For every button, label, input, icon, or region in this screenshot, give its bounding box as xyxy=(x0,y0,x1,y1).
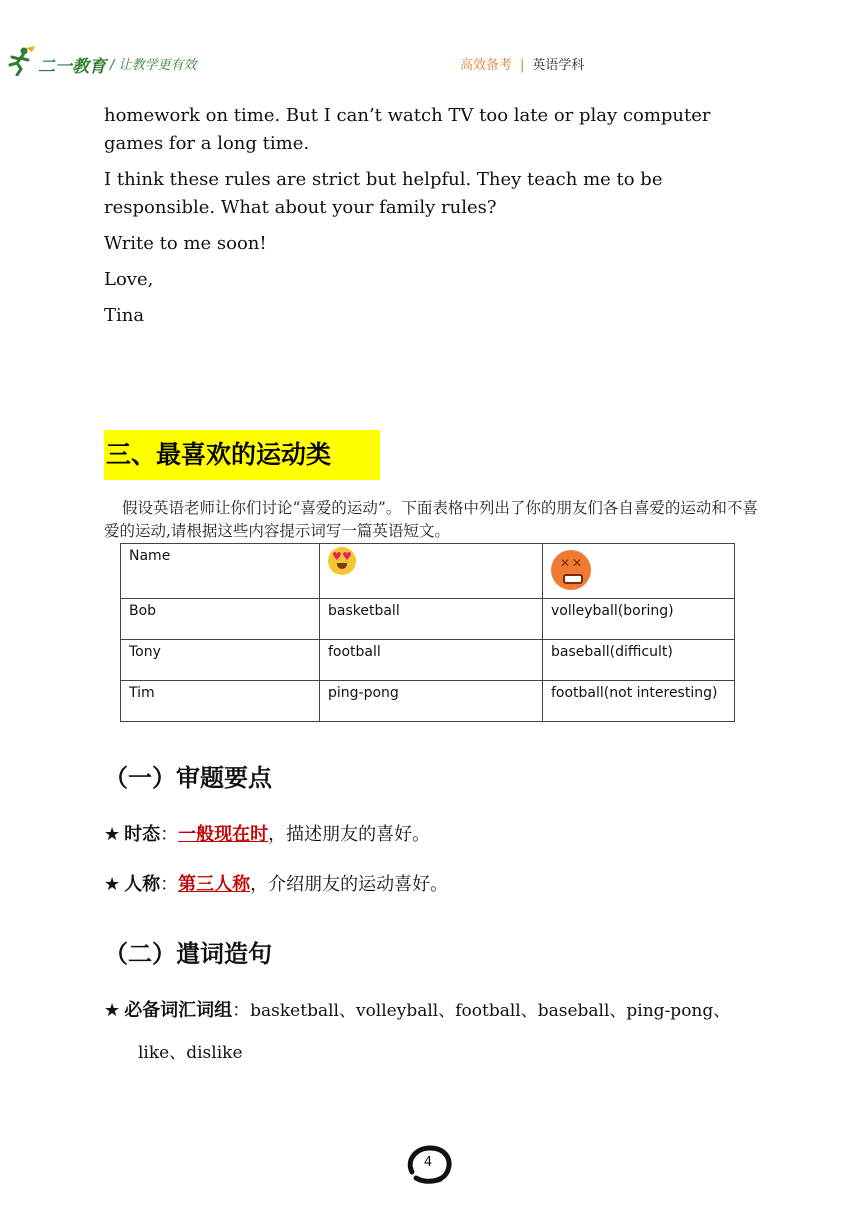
runner-logo-icon xyxy=(4,46,36,76)
letter-paragraph: homework on time. But I can’t watch TV too late or play computer games for a long time. xyxy=(104,105,711,154)
page-number xyxy=(402,1142,454,1188)
letter-signoff: Love, xyxy=(104,269,154,290)
dislike-cell: football(not interesting) xyxy=(543,681,735,722)
header-dislike-cell xyxy=(543,544,735,599)
header-subject xyxy=(460,54,584,73)
header-exam-prep: 高效备考 xyxy=(460,58,513,73)
header-separator: | xyxy=(520,58,525,73)
star-icon: ★ xyxy=(104,824,121,845)
part2-title: （二）遣词造句 xyxy=(104,940,272,968)
person-point xyxy=(104,870,448,896)
letter-text xyxy=(104,102,754,338)
writing-prompt: 假设英语老师让你们讨论“喜爱的运动”。下面表格中列出了你的朋友们各自喜爱的运动和不喜爱的运动,请根据这些内容提示词写一篇英语短文。 xyxy=(104,499,758,540)
like-cell: football xyxy=(320,640,543,681)
like-cell: ping-pong xyxy=(320,681,543,722)
page-header xyxy=(0,40,860,80)
letter-signature: Tina xyxy=(104,305,145,326)
brand-slogan: / 让教学更有效 xyxy=(110,58,197,73)
table-row xyxy=(121,681,735,722)
page-number-text: 4 xyxy=(423,1155,433,1170)
person-label: 人称 xyxy=(124,874,161,895)
colon: ： xyxy=(232,1000,251,1021)
name-cell: Bob xyxy=(121,599,320,640)
letter-closing: Write to me soon! xyxy=(104,233,267,254)
person-description: ，介绍朋友的运动喜好。 xyxy=(250,874,449,895)
brand-name: 二一教育 xyxy=(38,57,106,77)
letter-paragraph: I think these rules are strict but helpful. They teach me to be responsible. What about your family rules? xyxy=(104,169,663,218)
tense-label: 时态 xyxy=(124,824,161,845)
tense-highlight: 一般现在时 xyxy=(178,824,269,845)
vocab-list-line1: basketball、volleyball、football、baseball、ping-pong、 xyxy=(250,1001,731,1021)
dizzy-face-icon: ✕ ✕ xyxy=(551,550,591,590)
star-icon: ★ xyxy=(104,874,121,895)
table-row xyxy=(121,640,735,681)
tense-description: ，描述朋友的喜好。 xyxy=(268,824,431,845)
person-highlight: 第三人称 xyxy=(178,874,251,895)
header-subject-name: 英语学科 xyxy=(532,58,585,73)
vocab-point xyxy=(104,996,730,1022)
header-name-cell: Name xyxy=(121,544,320,599)
part1-title: （一）审题要点 xyxy=(104,764,272,792)
like-cell: basketball xyxy=(320,599,543,640)
heart-eyes-icon: ♥ ♥ xyxy=(328,547,356,575)
colon: ： xyxy=(160,824,179,845)
star-icon: ★ xyxy=(104,1000,121,1021)
table-row xyxy=(121,599,735,640)
name-cell: Tony xyxy=(121,640,320,681)
vocab-list-line2: like、dislike xyxy=(138,1043,243,1063)
vocab-label: 必备词汇词组 xyxy=(124,1000,233,1021)
colon: ： xyxy=(160,874,179,895)
section-title: 三、最喜欢的运动类 xyxy=(104,430,380,480)
name-cell: Tim xyxy=(121,681,320,722)
tense-point xyxy=(104,820,430,846)
dislike-cell: baseball(difficult) xyxy=(543,640,735,681)
table-header-row xyxy=(121,544,735,599)
dislike-cell: volleyball(boring) xyxy=(543,599,735,640)
header-like-cell xyxy=(320,544,543,599)
sports-table xyxy=(120,543,735,722)
